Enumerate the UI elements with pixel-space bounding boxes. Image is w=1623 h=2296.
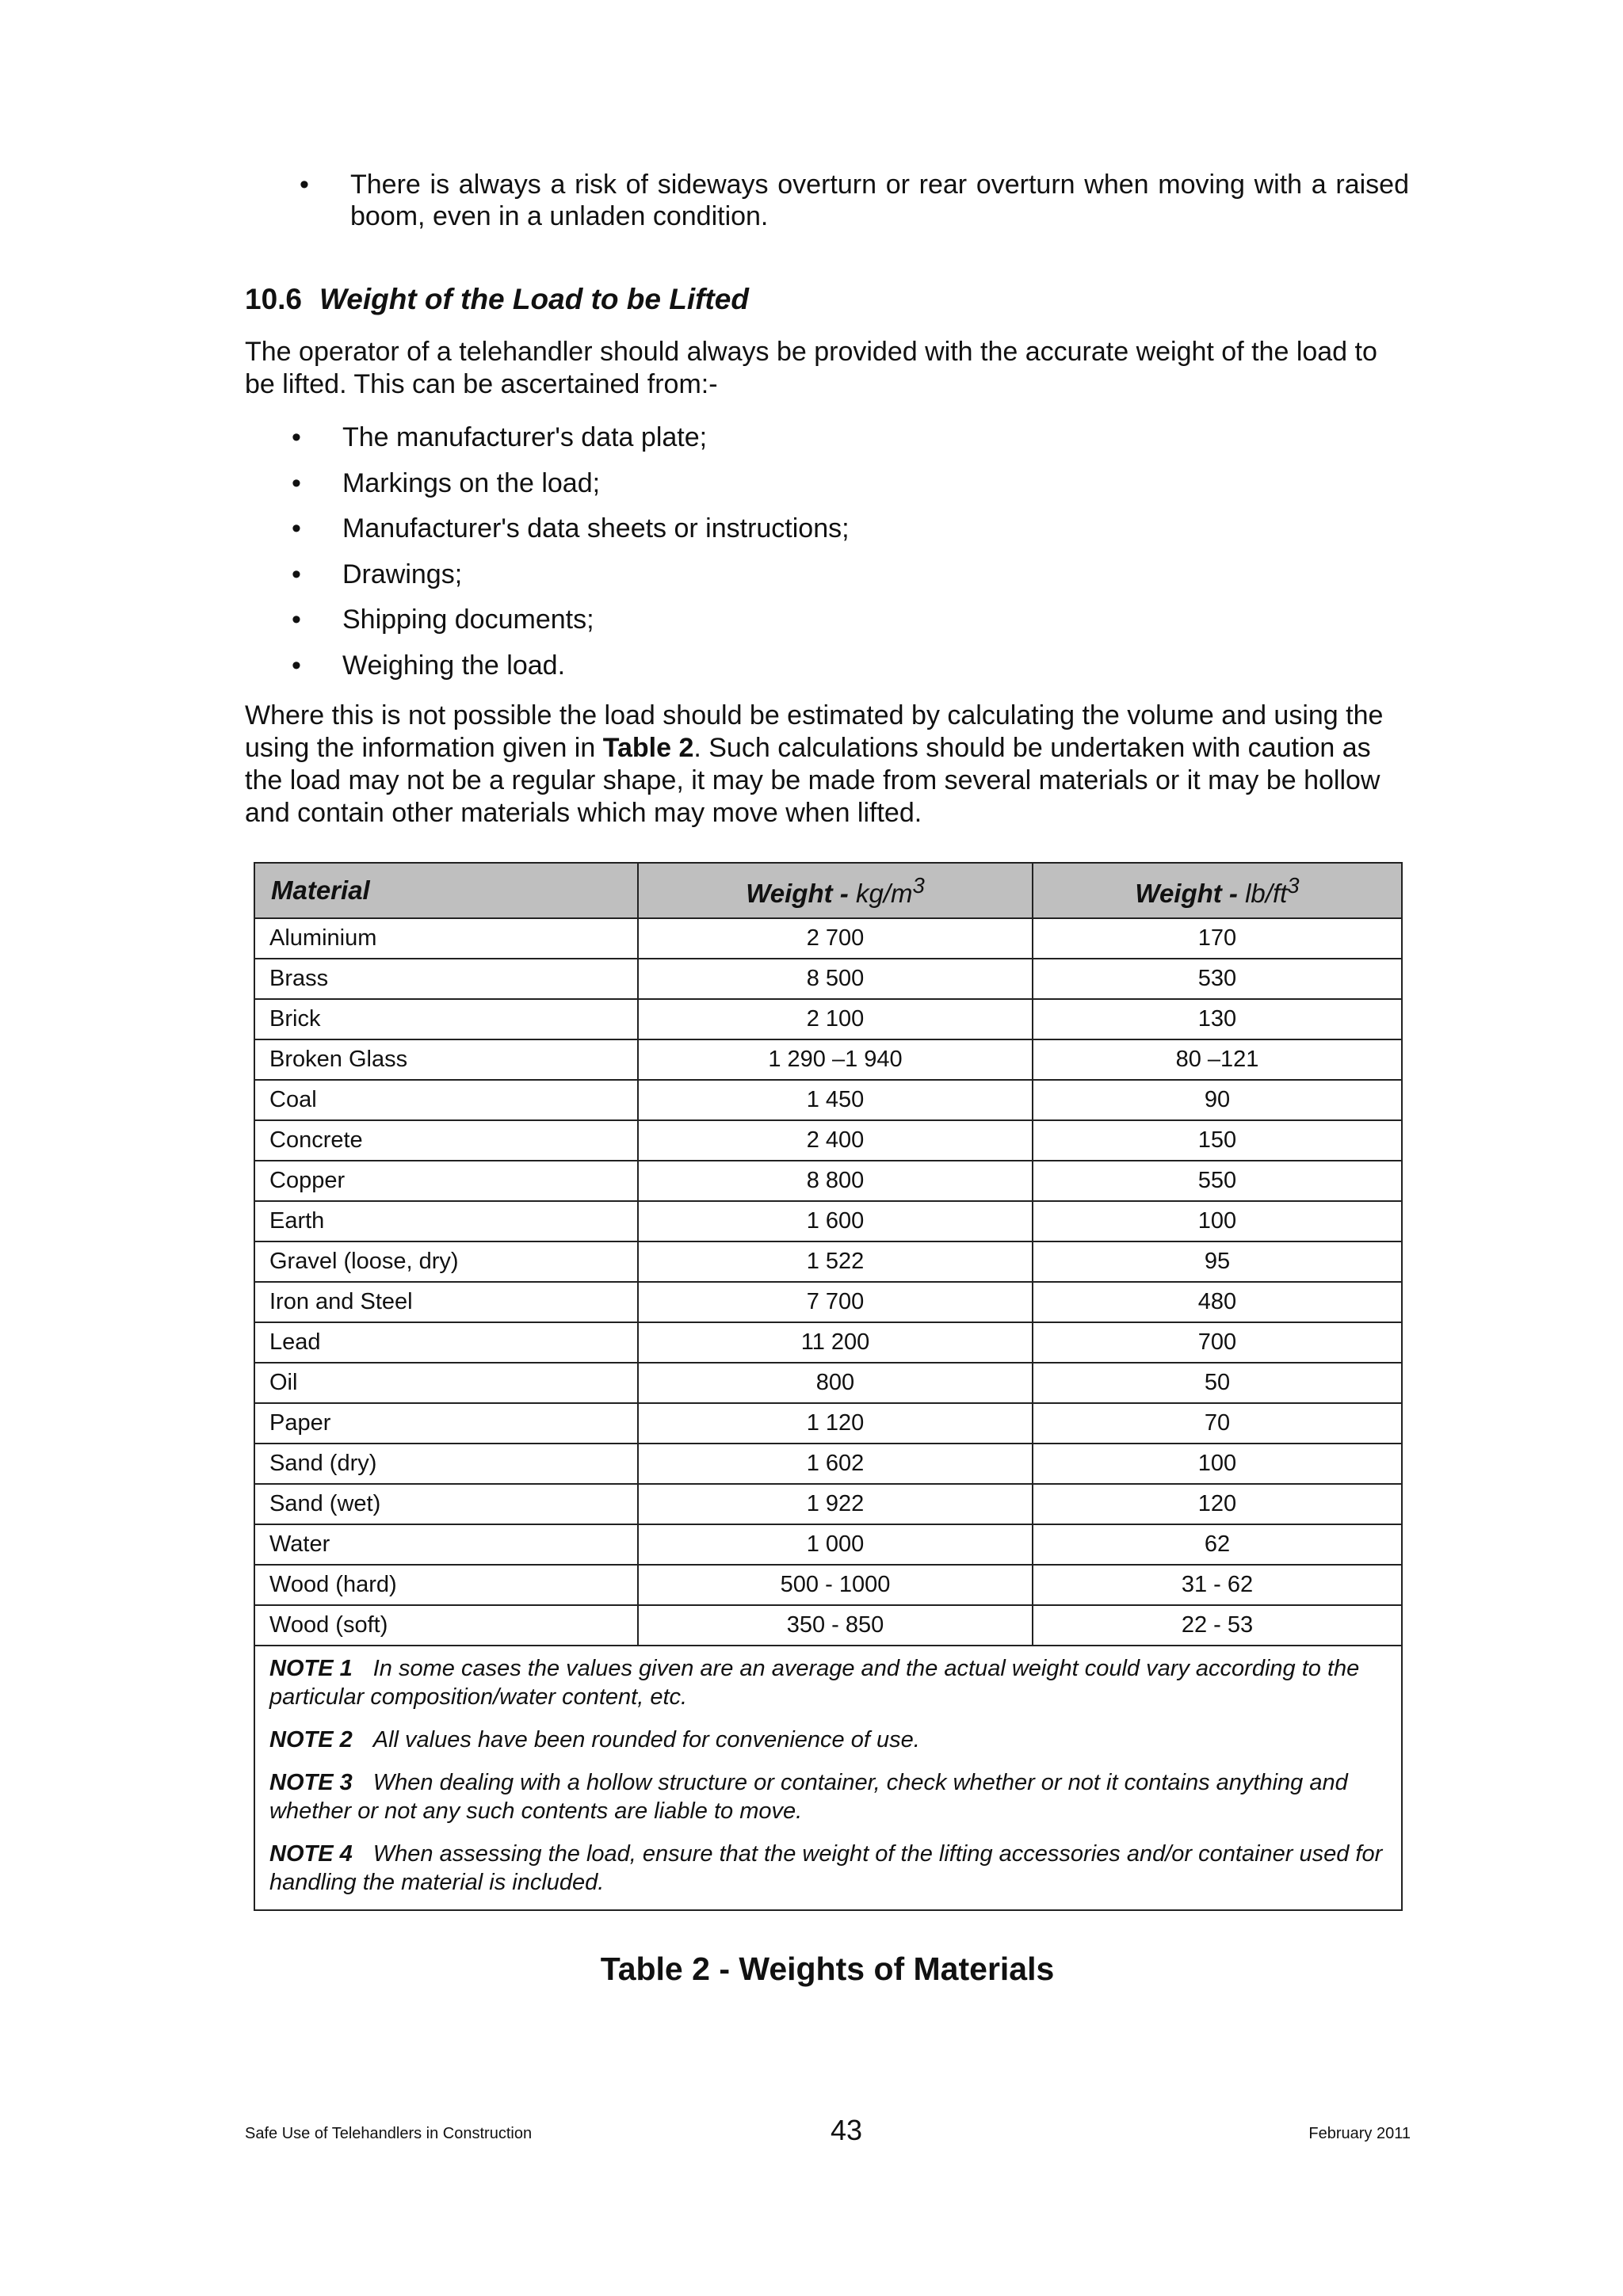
cell-weight-lb: 130 — [1033, 999, 1402, 1039]
cell-weight-lb: 62 — [1033, 1524, 1402, 1565]
cell-weight-kg: 8 500 — [638, 959, 1033, 999]
top-bullet-text: There is always a risk of sideways overturn or rear overturn when moving with a raised boom, even in a unladen condition. — [350, 170, 1409, 231]
table-row — [254, 1120, 1402, 1161]
cell-weight-lb: 700 — [1033, 1322, 1402, 1363]
cell-material: Earth — [254, 1201, 638, 1241]
table-row — [254, 918, 1402, 959]
table-row — [254, 1282, 1402, 1322]
estimate-paragraph: Where this is not possible the load should be estimated by calculating the volume and using the using the information given in Table 2. Such calculations should be undertaken with caution as the load may not be a regular shape, it may be made from several materials or it may be hollow and contain other materials which may move when lifted. — [245, 700, 1384, 828]
cell-weight-lb: 530 — [1033, 959, 1402, 999]
intro-paragraph: The operator of a telehandler should always be provided with the accurate weight of the load to be lifted. This can be ascertained from:- — [245, 337, 1377, 399]
cell-weight-kg: 1 000 — [638, 1524, 1033, 1565]
table-body — [254, 918, 1402, 1646]
cell-weight-lb: 70 — [1033, 1403, 1402, 1444]
weights-table — [254, 862, 1403, 1911]
footer-date: February 2011 — [1308, 2125, 1411, 2142]
footer-page-number: 43 — [831, 2114, 863, 2146]
cell-weight-kg: 1 290 –1 940 — [638, 1039, 1033, 1080]
cell-weight-lb: 100 — [1033, 1444, 1402, 1484]
cell-weight-kg: 11 200 — [638, 1322, 1033, 1363]
cell-weight-lb: 120 — [1033, 1484, 1402, 1524]
bullet-icon: • — [292, 605, 301, 635]
table-row — [254, 1444, 1402, 1484]
footer-document-title: Safe Use of Telehandlers in Construction — [245, 2125, 533, 2142]
cell-material: Brick — [254, 999, 638, 1039]
table-row — [254, 1039, 1402, 1080]
bullet-icon: • — [292, 422, 301, 452]
cell-material: Broken Glass — [254, 1039, 638, 1080]
cell-weight-lb: 80 –121 — [1033, 1039, 1402, 1080]
cell-weight-kg: 2 700 — [638, 918, 1033, 959]
table-row — [254, 1565, 1402, 1605]
cell-weight-kg: 1 602 — [638, 1444, 1033, 1484]
list-item: • Markings on the load; — [292, 467, 601, 498]
list-item: • Drawings; — [292, 559, 463, 589]
section-heading — [245, 282, 749, 317]
note: NOTE 2 All values have been rounded for convenience of use. — [269, 1727, 920, 1753]
table-row — [254, 1080, 1402, 1120]
cell-material: Aluminium — [254, 918, 638, 959]
list-item: • The manufacturer's data plate; — [292, 422, 708, 452]
cell-material: Concrete — [254, 1120, 638, 1161]
cell-weight-kg: 350 - 850 — [638, 1605, 1033, 1646]
cell-material: Coal — [254, 1080, 638, 1120]
bullet-icon: • — [292, 467, 301, 498]
cell-weight-lb: 90 — [1033, 1080, 1402, 1120]
cell-weight-kg: 1 600 — [638, 1201, 1033, 1241]
cell-material: Paper — [254, 1403, 638, 1444]
table-row — [254, 1403, 1402, 1444]
notes-row — [254, 1646, 1402, 1910]
cell-material: Oil — [254, 1363, 638, 1403]
table-row — [254, 999, 1402, 1039]
cell-material: Copper — [254, 1161, 638, 1201]
table-reference: Table 2 — [602, 733, 694, 763]
table-header-row — [254, 863, 1402, 918]
cell-material: Lead — [254, 1322, 638, 1363]
table-row — [254, 1322, 1402, 1363]
cell-weight-lb: 480 — [1033, 1282, 1402, 1322]
header-material: Material — [254, 863, 638, 918]
section-title: Weight of the Load to be Lifted — [319, 283, 749, 315]
header-weight-lb: Weight - $lb/ft^3$ — [1033, 863, 1402, 918]
list-item: • Manufacturer's data sheets or instructions; — [292, 513, 850, 544]
note: NOTE 1 In some cases the values given are an average and the actual weight could vary according to the particular composition/water content, etc. — [269, 1656, 1360, 1710]
bullet-icon: • — [292, 559, 301, 589]
cell-weight-lb: 50 — [1033, 1363, 1402, 1403]
note: NOTE 4 When assessing the load, ensure that the weight of the lifting accessories and/or container used for handling the material is included. — [269, 1841, 1383, 1895]
cell-weight-kg: 500 - 1000 — [638, 1565, 1033, 1605]
source-list — [292, 421, 850, 696]
table-row — [254, 1605, 1402, 1646]
bullet-icon: • — [292, 513, 301, 544]
cell-material: Sand (wet) — [254, 1484, 638, 1524]
table-row — [254, 1161, 1402, 1201]
table-row — [254, 1484, 1402, 1524]
cell-weight-kg: 800 — [638, 1363, 1033, 1403]
cell-material: Iron and Steel — [254, 1282, 638, 1322]
note: NOTE 3 When dealing with a hollow structure or container, check whether or not it contains anything and whether or not any such contents are liable to move. — [269, 1770, 1348, 1824]
cell-weight-lb: 95 — [1033, 1241, 1402, 1282]
table-row — [254, 1241, 1402, 1282]
cell-weight-lb: 150 — [1033, 1120, 1402, 1161]
cell-material: Wood (hard) — [254, 1565, 638, 1605]
cell-weight-kg: 2 100 — [638, 999, 1033, 1039]
bullet-icon: • — [292, 650, 301, 681]
table-row — [254, 1363, 1402, 1403]
list-item: • Weighing the load. — [292, 650, 566, 681]
cell-weight-kg: 7 700 — [638, 1282, 1033, 1322]
table-row — [254, 1524, 1402, 1565]
list-item: • Shipping documents; — [292, 605, 594, 635]
cell-weight-kg: 8 800 — [638, 1161, 1033, 1201]
bullet-icon: • — [300, 170, 309, 200]
cell-weight-kg: 1 450 — [638, 1080, 1033, 1120]
table-caption: Table 2 - Weights of Materials — [600, 1951, 1055, 1987]
cell-weight-kg: 2 400 — [638, 1120, 1033, 1161]
section-number: 10.6 — [245, 283, 303, 315]
cell-weight-lb: 170 — [1033, 918, 1402, 959]
cell-material: Sand (dry) — [254, 1444, 638, 1484]
cell-material: Water — [254, 1524, 638, 1565]
cell-weight-lb: 550 — [1033, 1161, 1402, 1201]
notes-cell — [254, 1646, 1402, 1910]
cell-material: Wood (soft) — [254, 1605, 638, 1646]
cell-weight-lb: 100 — [1033, 1201, 1402, 1241]
cell-weight-lb: 22 - 53 — [1033, 1605, 1402, 1646]
cell-material: Gravel (loose, dry) — [254, 1241, 638, 1282]
table-row — [254, 1201, 1402, 1241]
cell-weight-lb: 31 - 62 — [1033, 1565, 1402, 1605]
table-row — [254, 959, 1402, 999]
cell-weight-kg: 1 120 — [638, 1403, 1033, 1444]
cell-weight-kg: 1 922 — [638, 1484, 1033, 1524]
top-bullet — [300, 169, 1409, 232]
cell-material: Brass — [254, 959, 638, 999]
cell-weight-kg: 1 522 — [638, 1241, 1033, 1282]
header-weight-kg: Weight - $kg/m^3$ — [638, 863, 1033, 918]
